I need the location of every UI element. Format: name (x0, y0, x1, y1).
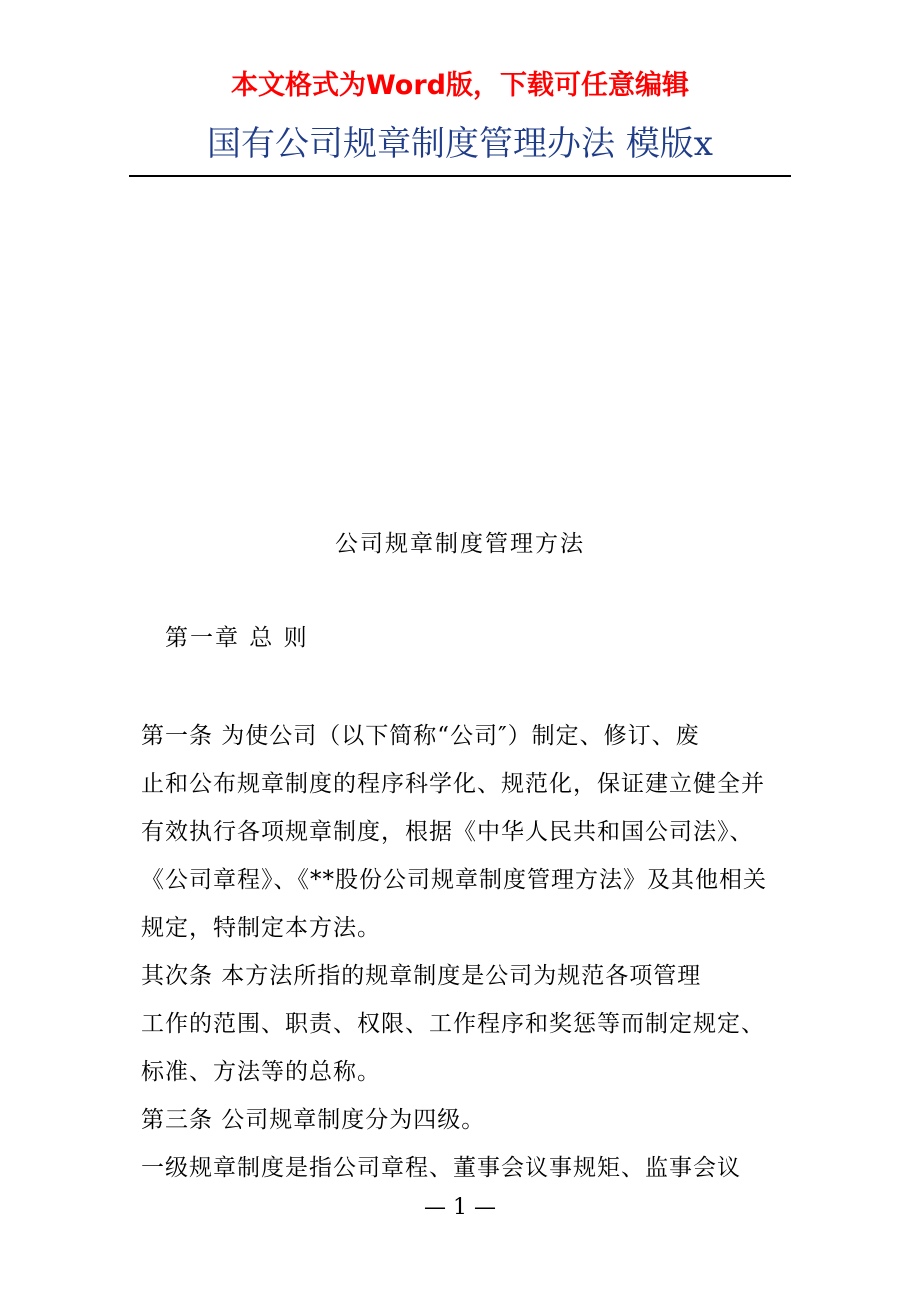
article-1-line: 有效执行各项规章制度，根据《中华人民共和国公司法》、 (141, 819, 754, 845)
article-3-line: 一级规章制度是指公司章程、董事会议事规矩、监事会议 (141, 1155, 741, 1181)
title-divider (129, 175, 791, 177)
chapter-heading: 第一章 总 则 (165, 625, 309, 651)
section-heading: 公司规章制度管理方法 (335, 531, 585, 557)
article-2 (141, 952, 801, 1096)
article-2-line: 其次条 本方法所指的规章制度是公司为规范各项管理 (141, 963, 702, 989)
article-1-line: 规定，特制定本方法。 (141, 915, 381, 941)
page-number: — 1 — (424, 1195, 496, 1220)
download-notice: 本文格式为Word版，下载可任意编辑 (230, 70, 689, 101)
article-1-line: 止和公布规章制度的程序科学化、规范化，保证建立健全并 (141, 771, 765, 797)
document-title: 国有公司规章制度管理办法 模版x (207, 124, 713, 164)
article-3-line: 第三条 公司规章制度分为四级。 (141, 1107, 486, 1133)
article-1-line: 《公司章程》、《**股份公司规章制度管理方法》及其他相关 (141, 867, 767, 893)
article-1-line: 第一条 为使公司（以下简称“公司″）制定、修订、废 (141, 723, 700, 749)
article-2-line: 标准、方法等的总称。 (141, 1059, 381, 1085)
article-2-line: 工作的范围、职责、权限、工作程序和奖惩等而制定规定、 (141, 1011, 765, 1037)
article-3 (141, 1096, 801, 1192)
article-1 (141, 712, 801, 952)
